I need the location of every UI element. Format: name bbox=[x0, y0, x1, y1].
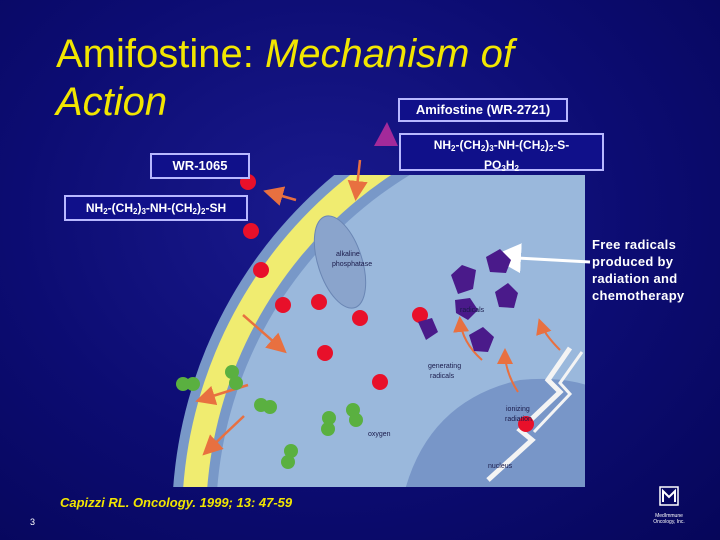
label-radiation: radiation bbox=[505, 416, 532, 423]
formula-sub: 3 bbox=[489, 144, 494, 153]
formula-sub: 3 bbox=[141, 207, 146, 216]
formula-part: -(CH bbox=[455, 138, 481, 152]
label-oxygen: oxygen bbox=[368, 431, 391, 438]
formula-part: PO bbox=[484, 158, 502, 172]
thiol-dot bbox=[317, 345, 333, 361]
formula-sub: 2 bbox=[201, 207, 206, 216]
formula-part: NH bbox=[85, 201, 104, 215]
note-line: Free radicals bbox=[592, 237, 677, 252]
logo-icon bbox=[659, 486, 679, 506]
oxygen-dot bbox=[229, 376, 243, 390]
title-part3: Action bbox=[56, 80, 168, 124]
formula-sub: 2 bbox=[192, 207, 197, 216]
label-ionizing: ionizing bbox=[506, 406, 530, 413]
title-part1: Amifostine: bbox=[56, 32, 265, 76]
arrow-thiol-out bbox=[268, 192, 296, 200]
note-line: radiation and bbox=[592, 271, 678, 286]
oxygen-dot bbox=[263, 400, 277, 414]
formula-sub: 2 bbox=[548, 144, 554, 153]
thiol-dot bbox=[243, 223, 259, 239]
formula-sub: 2 bbox=[480, 144, 486, 153]
formula-part: ) bbox=[137, 201, 142, 215]
formula-sub: 3 bbox=[501, 164, 506, 173]
label-generating: generating bbox=[428, 363, 462, 370]
formula-sub: 2 bbox=[103, 207, 108, 216]
formula-sub: 2 bbox=[451, 144, 456, 153]
formula-part: ) bbox=[544, 138, 549, 152]
label-nucleus: nucleus bbox=[488, 463, 513, 470]
citation: Capizzi RL. Oncology. 1999; 13: 47-59 bbox=[60, 495, 293, 510]
page-number: 3 bbox=[30, 517, 36, 527]
oxygen-dot bbox=[321, 422, 335, 436]
formula-sub: 2 bbox=[540, 144, 545, 153]
oxygen-dot bbox=[281, 455, 295, 469]
thiol-dot bbox=[352, 310, 368, 326]
label-radicals: radicals bbox=[460, 307, 485, 314]
wr1065-formula-box bbox=[64, 195, 248, 221]
formula-part: -S- bbox=[553, 138, 570, 152]
thiol-dot bbox=[275, 297, 291, 313]
logo-name: MedImmune Oncology, Inc. bbox=[653, 513, 685, 525]
oxygen-dot bbox=[186, 377, 200, 391]
label-generating-radicals: radicals bbox=[430, 373, 455, 380]
thiol-dot bbox=[311, 294, 327, 310]
thiol-dot bbox=[372, 374, 388, 390]
free-radicals-note bbox=[592, 236, 712, 304]
formula-sub: 2 bbox=[514, 164, 519, 173]
formula-part: -NH-(CH bbox=[493, 138, 541, 152]
amifostine-label-box: Amifostine (WR-2721) bbox=[398, 98, 568, 122]
label-alkaline: alkaline bbox=[336, 251, 360, 258]
formula-sub: 2 bbox=[132, 207, 138, 216]
formula-part: ) bbox=[197, 201, 201, 215]
formula-part: H bbox=[505, 158, 515, 172]
note-line: chemotherapy bbox=[592, 288, 685, 303]
note-line: produced by bbox=[592, 254, 674, 269]
wr1065-label-box: WR-1065 bbox=[150, 153, 250, 179]
formula-part: NH bbox=[433, 138, 452, 152]
formula-part: -(CH bbox=[107, 201, 133, 215]
amifostine-formula-box bbox=[399, 133, 604, 171]
formula-part: -NH-(CH bbox=[145, 201, 193, 215]
label-phosphatase: phosphatase bbox=[332, 261, 373, 268]
title-part2: Mechanism of bbox=[264, 32, 514, 76]
company-logo bbox=[644, 486, 694, 525]
formula-part: -SH bbox=[205, 201, 227, 215]
thiol-dot bbox=[253, 262, 269, 278]
formula-part: ) bbox=[485, 138, 490, 152]
oxygen-dot bbox=[349, 413, 363, 427]
